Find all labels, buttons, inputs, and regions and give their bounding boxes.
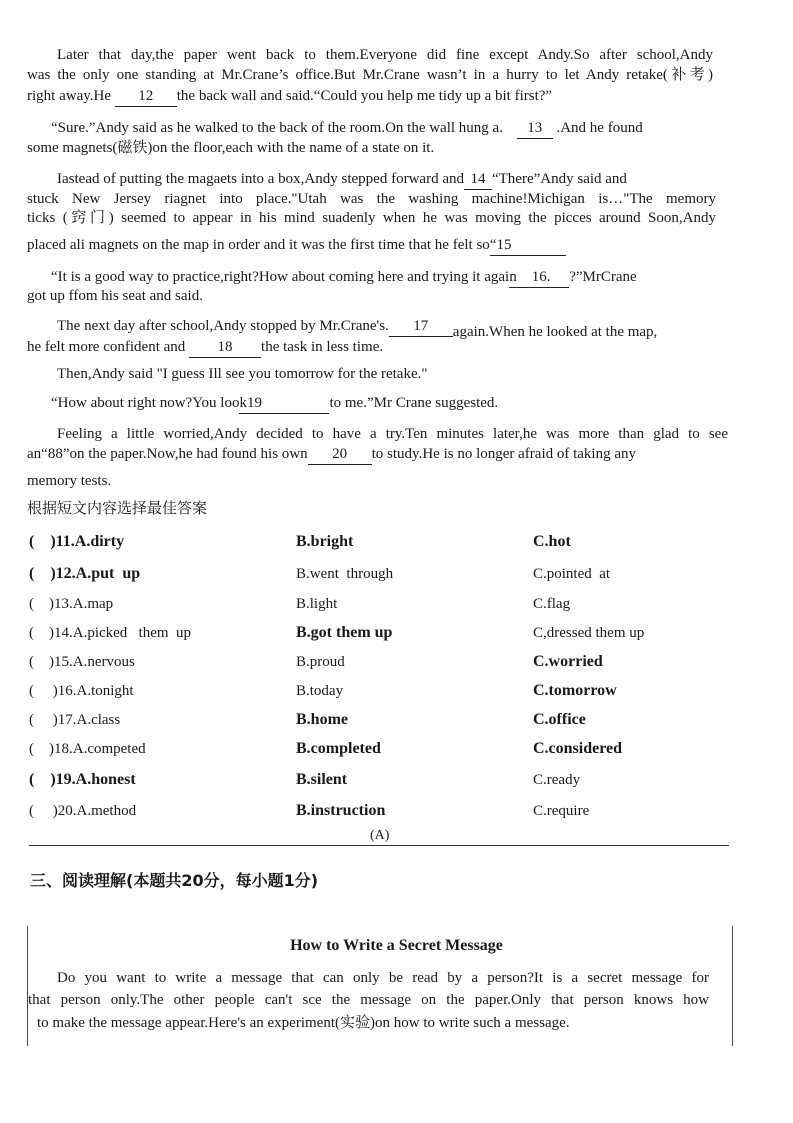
p8-line2-post: to study.He is no longer afraid of taking any [371, 446, 637, 462]
question-19-option-a: ( )19.A.honest [29, 771, 136, 788]
question-18-option-b: B.completed [296, 740, 381, 757]
p4-line1-pre: “It is a good way to practice,right?How about coming here and trying it agai [51, 269, 510, 285]
question-11-option-c: C.hot [533, 533, 571, 550]
p3-line1 [57, 169, 627, 190]
blank-18: 18 [189, 337, 261, 358]
question-14-option-b: B.got them up [296, 624, 393, 641]
p3-line4 [27, 235, 566, 256]
question-14-option-a: ( )14.A.picked them up [29, 625, 192, 641]
section-3-title: 三、阅读理解(本题共20分，每小题1分) [30, 871, 319, 890]
p8-line2 [27, 444, 636, 465]
p1-line3 [27, 86, 552, 107]
p3-line4-pre: placed ali magnets on the map in order and it was the first time that he felt so [27, 237, 490, 253]
question-14-option-c: C,dressed them up [533, 625, 645, 641]
p5-line1-post: again.When he looked at the map, [452, 324, 658, 340]
question-13-option-b: B.light [296, 596, 338, 612]
p2-line1-pre: “Sure.”Andy said as he walked to the back of the room.On the wall hung a. [51, 120, 503, 136]
p3-line1-post: “There”Andy said and [491, 171, 627, 187]
p8-line2-pre: an“88”on the paper.Now,he had found his own [27, 446, 308, 462]
blank-15: “15 [490, 235, 566, 256]
p1-line3-pre: right away.He [27, 88, 111, 104]
p6-line1: Then,Andy said "I guess Ill see you tomorrow for the retake." [57, 366, 428, 382]
question-20-option-c: C.require [533, 803, 590, 819]
question-12-option-a: ( )12.A.put up [29, 565, 141, 582]
p1-line1: Later that day,the paper went back to them.Everyone did fine except Andy.So after school,Andy [57, 47, 713, 63]
p4-line1-post: ?”MrCrane [569, 269, 637, 285]
p3-line1-pre: Iastead of putting the magaets into a box,Andy stepped forward and [57, 171, 464, 187]
question-19-option-b: B.silent [296, 771, 348, 788]
p3-line2: stuck New Jersey riagnet into place."Utah was the washing machine!Michigan is…"The memory [27, 191, 716, 207]
question-17-option-a: ( )17.A.class [29, 712, 121, 728]
p3-line3: ticks (窍门) seemed to appear in his mind suadenly when he was moving the picces around Soon,Andy [27, 210, 716, 226]
p7-line1-pre: “How about right now?You loo [51, 395, 240, 411]
question-17-option-c: C.office [533, 711, 586, 728]
question-20-option-a: ( )20.A.method [29, 803, 137, 819]
p1-line2: was the only one standing at Mr.Crane’s office.But Mr.Crane wasn’t in a hurry to let Andy retake(补考) [27, 67, 713, 83]
p8-line3: memory tests. [27, 473, 112, 489]
question-17-option-b: B.home [296, 711, 348, 728]
p2-line2: some magnets(磁铁)on the floor,each with the name of a state on it. [27, 140, 435, 156]
question-13-option-c: C.flag [533, 596, 571, 612]
blank-13: 13 [517, 118, 553, 139]
p2-line1 [51, 118, 643, 139]
blank-19: k19 [239, 393, 329, 414]
p7-line1 [51, 393, 498, 414]
question-12-option-b: B.went through [296, 566, 394, 582]
question-19-option-c: C.ready [533, 772, 581, 788]
p5-line2-pre: he felt more confident and [27, 339, 186, 355]
blank-16: n 16. [509, 267, 569, 288]
question-12-option-c: C.pointed at [533, 566, 611, 582]
blank-20: 20 [308, 444, 372, 465]
p5-line2-post: the task in less time. [261, 339, 384, 355]
question-11-option-a: ( )11.A.dirty [29, 533, 125, 550]
blank-12: 12 [115, 86, 177, 107]
question-13-option-a: ( )13.A.map [29, 596, 114, 612]
p5-line1-pre: The next day after school,Andy stopped by Mr.Crane's. [57, 318, 389, 334]
label-a: (A) [370, 828, 390, 843]
box-line1: Do you want to write a message that can only be read by a person?It is a secret message for [57, 970, 709, 986]
p2-line1-post: .And he found [556, 120, 643, 136]
question-11-option-b: B.bright [296, 533, 354, 550]
p4-line2: got up ffom his seat and said. [27, 288, 203, 304]
p5-line1 [57, 316, 658, 340]
question-20-option-b: B.instruction [296, 802, 386, 819]
box-line3: to make the message appear.Here's an experiment(实验)on how to write such a message. [37, 1015, 570, 1031]
p1-line3-post: the back wall and said.“Could you help me tidy up a bit first?” [176, 88, 553, 104]
p7-line1-post: to me.”Mr Crane suggested. [329, 395, 499, 411]
question-18-option-a: ( )18.A.competed [29, 741, 146, 757]
instruction-text: 根据短文内容选择最佳答案 [27, 499, 208, 517]
question-18-option-c: C.considered [533, 740, 623, 757]
box-title: How to Write a Secret Message [290, 937, 503, 954]
p5-line2 [27, 337, 383, 358]
blank-14: 14 [464, 169, 492, 190]
question-16-option-a: ( )16.A.tonight [29, 683, 134, 699]
question-15-option-b: B.proud [296, 654, 345, 670]
question-15-option-c: C.worried [533, 653, 603, 670]
box-line2: that person only.The other people can't sce the message on the paper.Only that person knows how [28, 992, 709, 1008]
p4-line1 [51, 267, 637, 288]
question-15-option-a: ( )15.A.nervous [29, 654, 135, 670]
question-16-option-c: C.tomorrow [533, 682, 617, 699]
p8-line1: Feeling a little worried,Andy decided to have a try.Ten minutes later,he was more than glad to see [57, 426, 728, 442]
blank-17: 17 [389, 316, 453, 337]
question-16-option-b: B.today [296, 683, 344, 699]
